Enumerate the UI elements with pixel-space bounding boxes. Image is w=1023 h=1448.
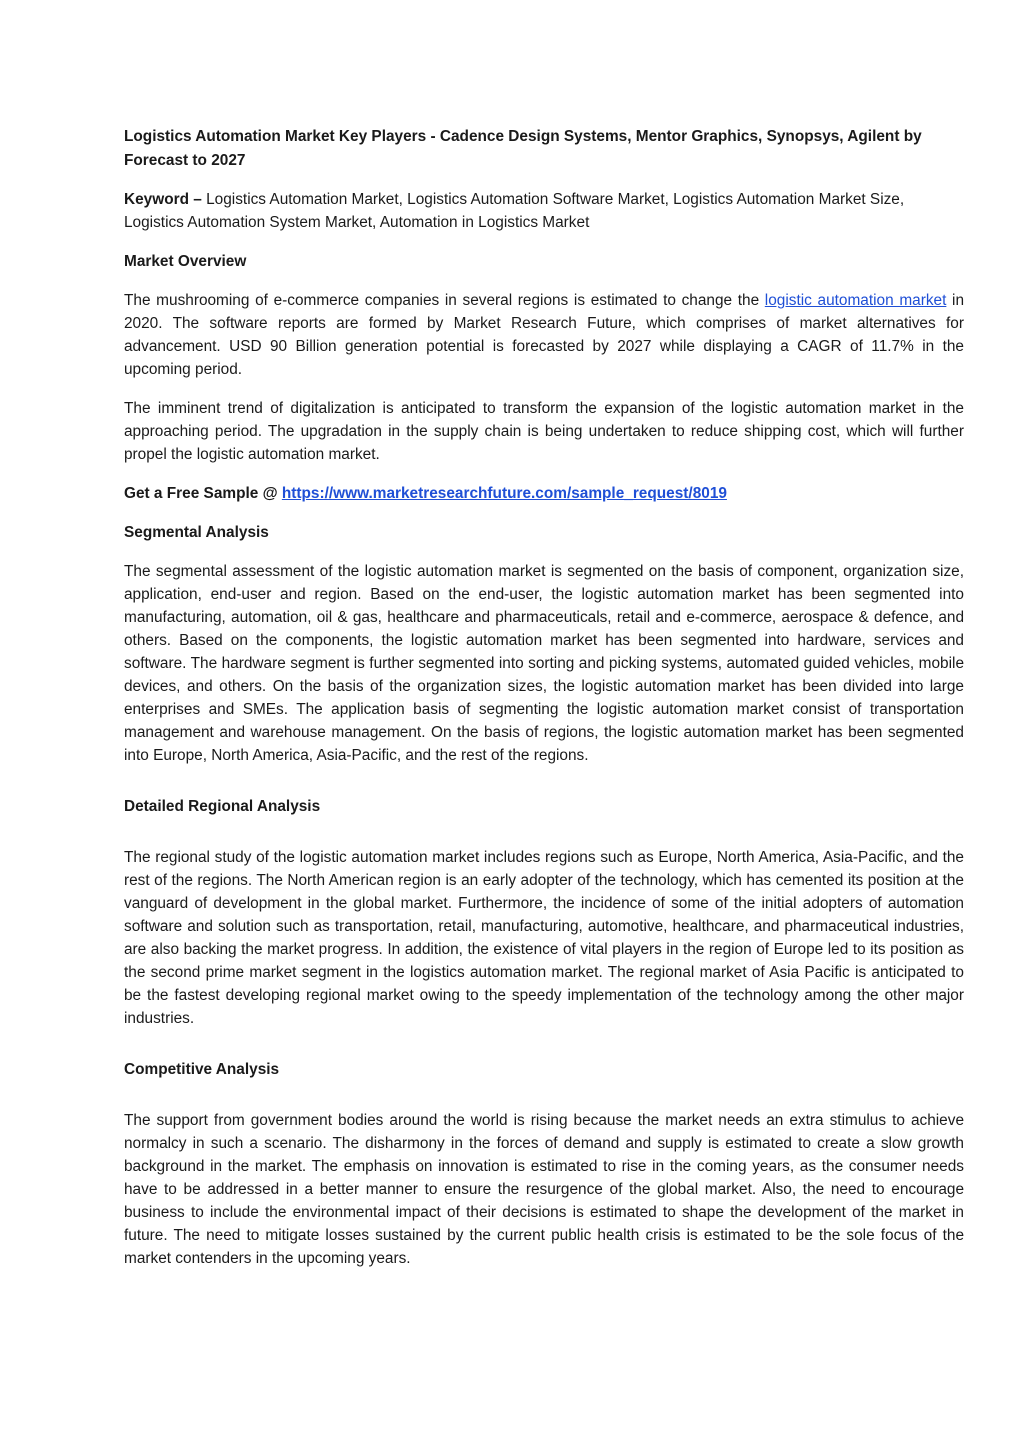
- regional-analysis-heading: Detailed Regional Analysis: [124, 798, 321, 815]
- logistic-automation-market-link[interactable]: logistic automation market: [764, 292, 947, 309]
- keyword-text: Logistics Automation Market, Logistics Automation Software Market, Logistics Automation Market Size, Logistics Automation System Market, Automation in Logistics Market: [124, 191, 905, 231]
- free-sample-line: [124, 482, 964, 505]
- market-overview-text-before-link: The mushrooming of e-commerce companies in several regions is estimated to change the: [124, 292, 765, 309]
- competitive-analysis-heading: Competitive Analysis: [124, 1061, 280, 1078]
- segmental-analysis-paragraph: The segmental assessment of the logistic automation market is segmented on the basis of component, organization size, application, end-user and region. Based on the end-user, the logistic automation market has been segmented into manufacturing, automation, oil & gas, healthcare and pharmaceuticals, retail and e-commerce, aerospace & defence, and others. Based on the components, the logistic automation market has been segmented into hardware, services and software. The hardware segment is further segmented into sorting and picking systems, automated guided vehicles, mobile devices, and others. On the basis of the organization sizes, the logistic automation market has been divided into large enterprises and SMEs. The application basis of segmenting the logistic automation market consist of transportation management and warehouse management. On the basis of regions, the logistic automation market has been segmented into Europe, North America, Asia-Pacific, and the rest of the regions.: [124, 563, 964, 764]
- keyword-label: Keyword –: [124, 191, 202, 208]
- market-overview-paragraph-2: The imminent trend of digitalization is anticipated to transform the expansion of the logistic automation market in the approaching period. The upgradation in the supply chain is being undertaken to reduce shipping cost, which will further propel the logistic automation market.: [124, 400, 964, 463]
- market-overview-text-after-link: in 2020. The software reports are formed by Market Research Future, which comprises of market alternatives for advancement. USD 90 Billion generation potential is forecasted by 2027 while displaying a CAGR of 11.7% in the upcoming period.: [124, 292, 965, 378]
- keyword-paragraph: [124, 188, 964, 234]
- free-sample-label: Get a Free Sample @: [124, 485, 282, 502]
- competitive-analysis-paragraph: The support from government bodies around the world is rising because the market needs an extra stimulus to achieve normalcy in such a scenario. The disharmony in the forces of demand and supply is estimated to create a slow growth background in the market. The emphasis on innovation is estimated to rise in the coming years, as the consumer needs have to be addressed in a better manner to ensure the resurgence of the global market. Also, the need to encourage business to include the environmental impact of their decisions is estimated to shape the development of the market in future. The need to mitigate losses sustained by the current public health crisis is estimated to be the sole focus of the market contenders in the upcoming years.: [124, 1112, 964, 1267]
- regional-analysis-paragraph: The regional study of the logistic automation market includes regions such as Europe, North America, Asia-Pacific, and the rest of the regions. The North American region is an early adopter of the technology, which has cemented its position at the vanguard of development in the global market. Furthermore, the incidence of some of the initial adopters of automation software and solution such as transportation, retail, manufacturing, automotive, healthcare, and pharmaceutical industries, are also backing the market progress. In addition, the existence of vital players in the region of Europe led to its position as the second prime market segment in the logistics automation market. The regional market of Asia Pacific is anticipated to be the fastest developing regional market owing to the speedy implementation of the technology among the other major industries.: [124, 849, 964, 1027]
- free-sample-link[interactable]: https://www.marketresearchfuture.com/sample_request/8019: [281, 485, 727, 502]
- document-page: [124, 125, 964, 1286]
- document-title: Logistics Automation Market Key Players - Cadence Design Systems, Mentor Graphics, Synopsys, Agilent by Forecast to 2027: [124, 128, 922, 169]
- segmental-analysis-heading: Segmental Analysis: [124, 524, 269, 541]
- market-overview-heading: Market Overview: [124, 253, 247, 270]
- market-overview-paragraph-1: [124, 289, 964, 381]
